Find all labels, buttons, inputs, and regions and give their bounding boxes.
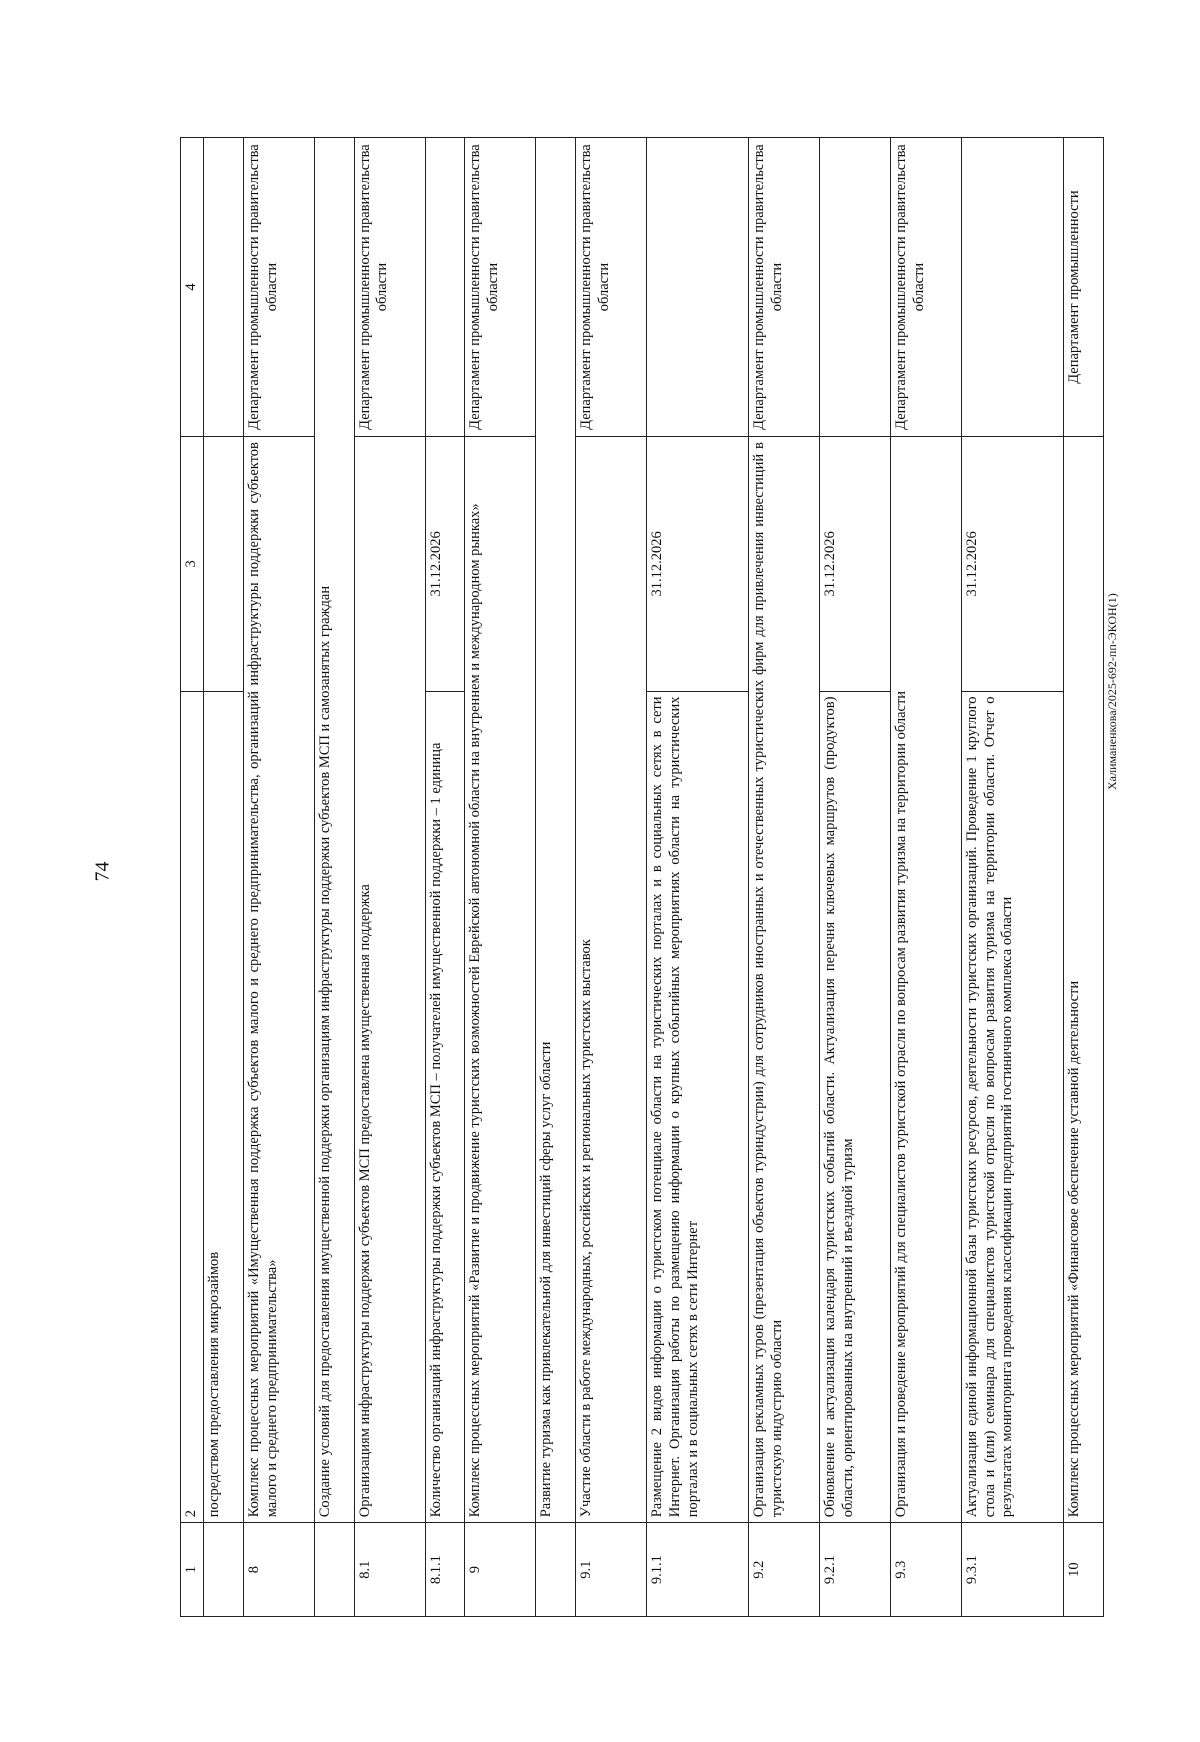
table-row <box>891 138 962 1617</box>
plan-table <box>180 137 1104 1617</box>
table-row <box>243 138 314 1617</box>
row-number-cell: 8.1 <box>354 1523 425 1617</box>
table-row <box>465 138 536 1617</box>
description-cell: Комплекс процессных мероприятий «Развитие и продвижение туристских возможностей Еврейской автономной области на внутреннем и международном рынках» <box>465 437 536 1523</box>
deadline-cell: 31.12.2026 <box>425 437 465 691</box>
rotated-table-wrapper <box>180 137 1104 1617</box>
footer-document-id <box>1105 593 1135 805</box>
table-header-row <box>181 138 204 1617</box>
row-number-cell <box>204 1523 244 1617</box>
description-cell: посредством предоставления микрозаймов <box>204 691 244 1523</box>
table-row <box>576 138 647 1617</box>
responsible-cell <box>647 138 749 437</box>
table-row <box>354 138 425 1617</box>
table-row <box>314 138 354 1617</box>
row-number-cell: 8 <box>243 1523 314 1617</box>
deadline-cell: 31.12.2026 <box>647 437 749 691</box>
header-col-4: 4 <box>181 138 204 437</box>
row-number-cell: 9 <box>465 1523 536 1617</box>
table-row <box>962 138 1064 1617</box>
responsible-cell: Департамент промышленности правительства области <box>576 138 647 437</box>
section-heading-cell: Развитие туризма как привлекательной для инвестиций сферы услуг области <box>536 138 576 1523</box>
table-row <box>204 138 244 1617</box>
description-cell: Участие области в работе международных, российских и региональных туристских выставок <box>576 437 647 1523</box>
row-number-cell: 9.2 <box>749 1523 820 1617</box>
responsible-cell: Департамент промышленности правительства области <box>243 138 314 437</box>
responsible-cell <box>425 138 465 437</box>
description-cell: Организациям инфраструктуры поддержки субъектов МСП предоставлена имущественная поддержка <box>354 437 425 1523</box>
responsible-cell: Департамент промышленности <box>1064 138 1104 437</box>
row-number-cell: 9.3 <box>891 1523 962 1617</box>
table-row <box>536 138 576 1617</box>
table-row <box>647 138 749 1617</box>
row-number-cell: 10 <box>1064 1523 1104 1617</box>
responsible-cell: Департамент промышленности правительства области <box>749 138 820 437</box>
header-col-1: 1 <box>181 1523 204 1617</box>
row-number-cell: 8.1.1 <box>425 1523 465 1617</box>
description-cell: Комплекс процессных мероприятий «Имущественная поддержка субъектов малого и среднего предпринимательства, организаций инфраструктуры поддержки субъектов малого и среднего предпринимательства» <box>243 437 314 1523</box>
description-cell: Комплекс процессных мероприятий «Финансовое обеспечение уставной деятельности <box>1064 437 1104 1523</box>
row-number-cell: 9.2.1 <box>820 1523 891 1617</box>
footer-text: Халиманенкова/2025-692-пп-ЭКОН(1) <box>1105 593 1119 790</box>
deadline-cell <box>204 437 244 691</box>
responsible-cell <box>820 138 891 437</box>
responsible-cell: Департамент промышленности правительства области <box>465 138 536 437</box>
page-number: 74 <box>91 861 114 882</box>
description-cell: Обновление и актуализация календаря туристских событий области. Актуализация перечня ключевых маршрутов (продуктов) области, ориентированных на внутренний и въездной туризм <box>820 691 891 1523</box>
responsible-cell: Департамент промышленности правительства области <box>354 138 425 437</box>
row-number-cell <box>536 1523 576 1617</box>
row-number-cell: 9.3.1 <box>962 1523 1064 1617</box>
deadline-cell: 31.12.2026 <box>962 437 1064 691</box>
section-heading-cell: Создание условий для предоставления имущественной поддержки организациям инфраструктуры поддержки субъектов МСП и самозанятых граждан <box>314 138 354 1523</box>
row-number-cell <box>314 1523 354 1617</box>
row-number-cell: 9.1 <box>576 1523 647 1617</box>
header-col-3: 3 <box>181 437 204 691</box>
row-number-cell: 9.1.1 <box>647 1523 749 1617</box>
description-cell: Актуализация единой информационной базы туристских ресурсов, деятельности туристских организаций. Проведение 1 круглого стола и (или) семинара для специалистов туристской отрасли по вопросам развития туризма на территории области. Отчет о результатах мониторинга проведения классификации предприятий гостиничного комплекса области <box>962 691 1064 1523</box>
table-body <box>204 138 1104 1617</box>
responsible-cell <box>204 138 244 437</box>
description-cell: Количество организаций инфраструктуры поддержки субъектов МСП – получателей имущественной поддержки – 1 единица <box>425 691 465 1523</box>
table-row <box>749 138 820 1617</box>
table-row <box>820 138 891 1617</box>
responsible-cell: Департамент промышленности правительства области <box>891 138 962 437</box>
responsible-cell <box>962 138 1064 437</box>
description-cell: Размещение 2 видов информации о туристском потенциале области на туристических порталах и в социальных сетях в сети Интернет. Организация работы по размещению информации о крупных событийных мероприятиях области на туристических порталах и в социальных сетях в сети Интернет <box>647 691 749 1523</box>
description-cell: Организация и проведение мероприятий для специалистов туристской отрасли по вопросам развития туризма на территории области <box>891 437 962 1523</box>
table-row <box>425 138 465 1617</box>
description-cell: Организация рекламных туров (презентация объектов туриндустрии) для сотрудников иностранных и отечественных туристических фирм для привлечения инвестиций в туристскую индустрию области <box>749 437 820 1523</box>
table-row <box>1064 138 1104 1617</box>
deadline-cell: 31.12.2026 <box>820 437 891 691</box>
header-col-2: 2 <box>181 691 204 1523</box>
